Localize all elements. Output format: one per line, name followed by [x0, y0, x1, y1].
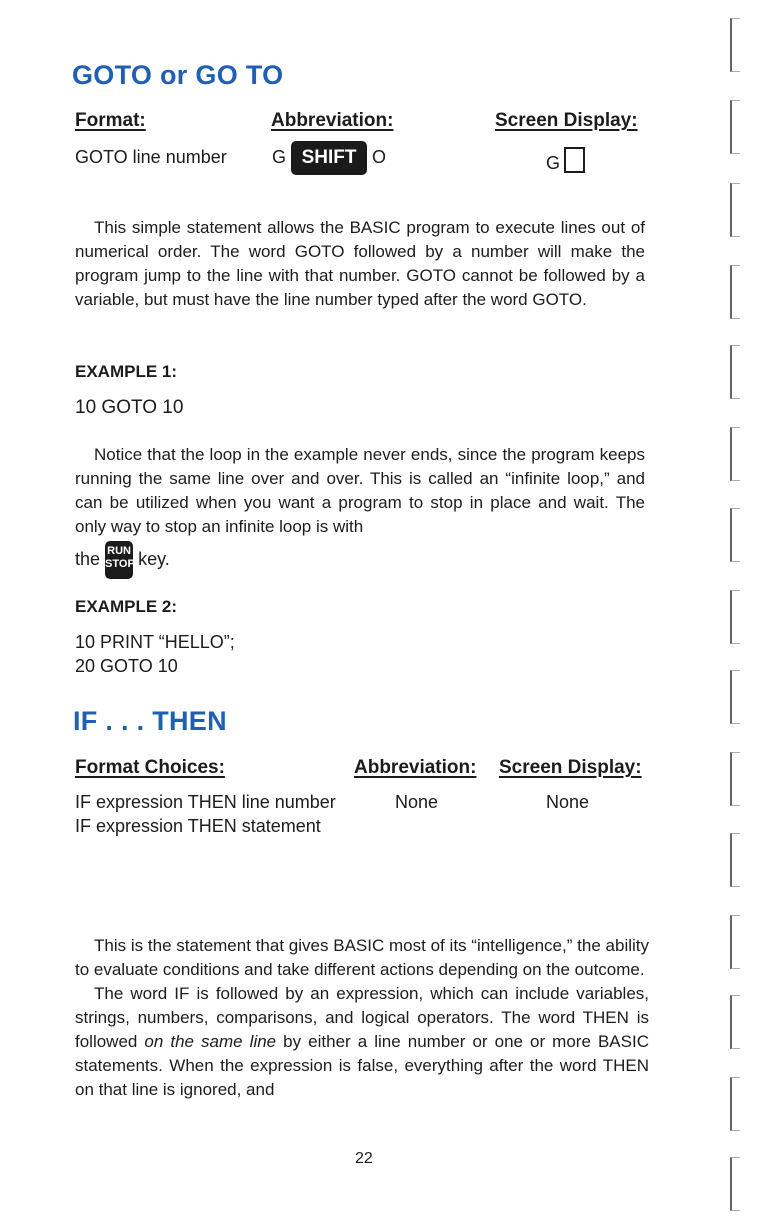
- page-edge-bracket: [730, 670, 740, 724]
- page-edge-bracket: [730, 1157, 740, 1211]
- screen-char-g: G: [546, 153, 561, 173]
- page-edge-bracket: [730, 427, 740, 481]
- ifthen-paragraph-2-part-b: by either a line number or one or more BASIC statements. When the expression is false, everything after the word THEN on that line is ignored, and: [75, 1032, 649, 1099]
- page-edge-bracket: [730, 1077, 740, 1131]
- page-edge-bracket: [730, 100, 740, 154]
- ifthen-abbreviation-label: Abbreviation:: [354, 757, 477, 778]
- page-edge-bracket: [730, 508, 740, 562]
- shift-key-icon: SHIFT: [291, 141, 367, 175]
- ifthen-paragraph-2-emphasis: on the same line: [144, 1032, 277, 1051]
- ifthen-format-2: IF expression THEN statement: [75, 816, 321, 836]
- goto-screen-display-value: [546, 147, 585, 174]
- ifthen-screen-display-value: None: [546, 792, 590, 812]
- notice-description: [75, 443, 645, 539]
- page-edge-bracket: [730, 915, 740, 969]
- example2-label: EXAMPLE 2:: [75, 597, 178, 616]
- example2-code-line-2: 20 GOTO 10: [75, 656, 178, 676]
- abbr-letter-g: G: [272, 146, 287, 167]
- page-edge-bracket: [730, 752, 740, 806]
- ifthen-format-choices-label: Format Choices:: [75, 757, 225, 778]
- ifthen-heading: IF . . . THEN: [73, 706, 227, 736]
- page-edge-bracket: [730, 183, 740, 237]
- page-edge-bracket: [730, 833, 740, 887]
- goto-abbreviation-value: [272, 141, 386, 175]
- goto-description: [75, 216, 645, 312]
- example2-code-line-1: 10 PRINT “HELLO”;: [75, 632, 235, 652]
- goto-abbreviation-label: Abbreviation:: [271, 110, 394, 131]
- graphic-char-icon: [564, 147, 585, 173]
- example1-code: 10 GOTO 10: [75, 397, 184, 418]
- run-stop-post: key.: [138, 548, 170, 569]
- page-edge-bracket: [730, 265, 740, 319]
- goto-screen-display-label: Screen Display:: [495, 110, 638, 131]
- notice-paragraph: Notice that the loop in the example never ends, since the program keeps running the same line over and over. This is called an “infinite loop,” and can be utilized when you want a program to stop in place and wait. The only way to stop an infinite loop is with: [75, 445, 645, 536]
- goto-format-label: Format:: [75, 110, 146, 131]
- page-edge-bracket: [730, 345, 740, 399]
- ifthen-abbreviation-value: None: [395, 792, 439, 812]
- ifthen-paragraph-1: This is the statement that gives BASIC most of its “intelligence,” the ability to evaluate conditions and take different actions depending on the outcome.: [75, 936, 649, 979]
- goto-paragraph: This simple statement allows the BASIC program to execute lines out of numerical order. The word GOTO followed by a number will make the program jump to the line with that number. GOTO cannot be followed by a variable, but must have the line number typed after the word GOTO.: [75, 218, 645, 309]
- run-stop-key-top: RUN: [107, 545, 131, 557]
- run-stop-key-icon: [105, 541, 133, 579]
- page-number: 22: [355, 1150, 373, 1167]
- page-edge-bracket: [730, 590, 740, 644]
- run-stop-pre: the: [75, 548, 101, 569]
- run-stop-line: [75, 541, 170, 579]
- ifthen-paragraph-2: [75, 982, 649, 1102]
- run-stop-key-bottom: STOP: [105, 558, 135, 570]
- ifthen-description: [75, 934, 649, 1102]
- ifthen-paragraph-2-part-a: The word IF is followed by an expression, which can include variables, strings, numbers, comparisons, and logical operators. The word THEN is followed: [75, 984, 649, 1051]
- ifthen-screen-display-label: Screen Display:: [499, 757, 642, 778]
- page-edge-bracket: [730, 18, 740, 72]
- ifthen-format-1: IF expression THEN line number: [75, 792, 336, 812]
- example1-label: EXAMPLE 1:: [75, 362, 178, 381]
- abbr-letter-o: O: [372, 146, 387, 167]
- goto-format-value: GOTO line number: [75, 147, 227, 167]
- page-edge-bracket: [730, 995, 740, 1049]
- goto-heading: GOTO or GO TO: [72, 60, 284, 90]
